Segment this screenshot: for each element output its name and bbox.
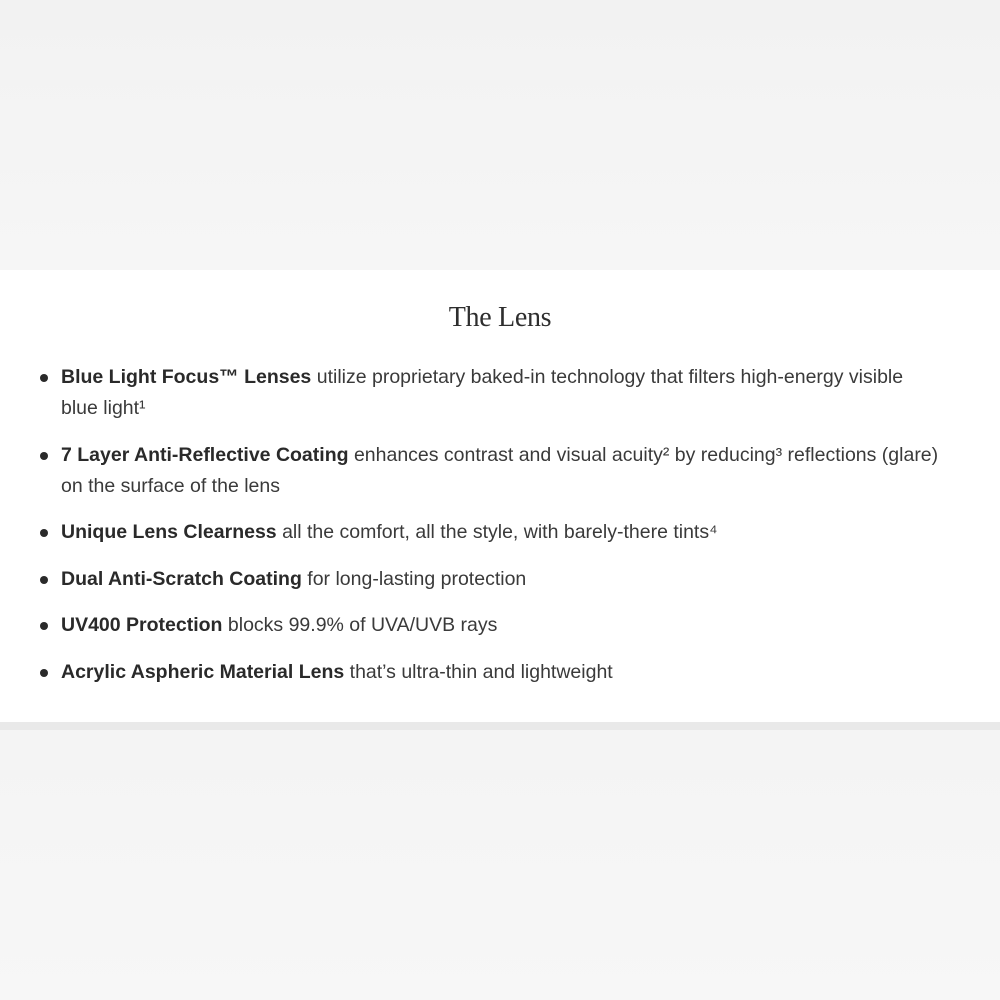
section-title: The Lens [448, 302, 552, 333]
feature-title: Unique Lens Clearness [61, 521, 277, 543]
bullet-icon [40, 669, 48, 677]
bottom-background [0, 730, 1000, 1000]
feature-title: Acrylic Aspheric Material Lens [61, 660, 345, 683]
feature-description: all the comfort, all the style, with barely-there tints⁴ [282, 521, 718, 543]
feature-item-uv400 [40, 610, 940, 641]
feature-description: enhances contrast and visual acuity² by reducing³ reflections (glare) on the surface of the lens [61, 443, 939, 497]
bullet-icon [40, 452, 48, 460]
feature-item-anti-reflective [40, 440, 940, 502]
feature-title: UV400 Protection [61, 614, 223, 636]
feature-description: utilize proprietary baked-in technology that filters high-energy visible blue light¹ [61, 366, 904, 419]
feature-item-anti-scratch [40, 564, 940, 595]
feature-list [40, 362, 940, 703]
bullet-icon [40, 622, 48, 630]
feature-description: that’s ultra-thin and lightweight [349, 660, 613, 683]
feature-item-blue-light [40, 362, 940, 424]
bullet-icon [40, 576, 48, 584]
feature-item-lens-clearness [40, 517, 940, 548]
feature-description: blocks 99.9% of UVA/UVB rays [227, 614, 498, 636]
feature-title: Blue Light Focus™ Lenses [61, 366, 312, 388]
feature-title: 7 Layer Anti-Reflective Coating [61, 443, 349, 466]
feature-title: Dual Anti-Scratch Coating [61, 567, 302, 590]
bullet-icon [40, 529, 48, 537]
top-background [0, 0, 1000, 270]
feature-item-aspheric-material [40, 657, 940, 688]
bullet-icon [40, 374, 48, 382]
feature-description: for long-lasting protection [307, 567, 527, 590]
